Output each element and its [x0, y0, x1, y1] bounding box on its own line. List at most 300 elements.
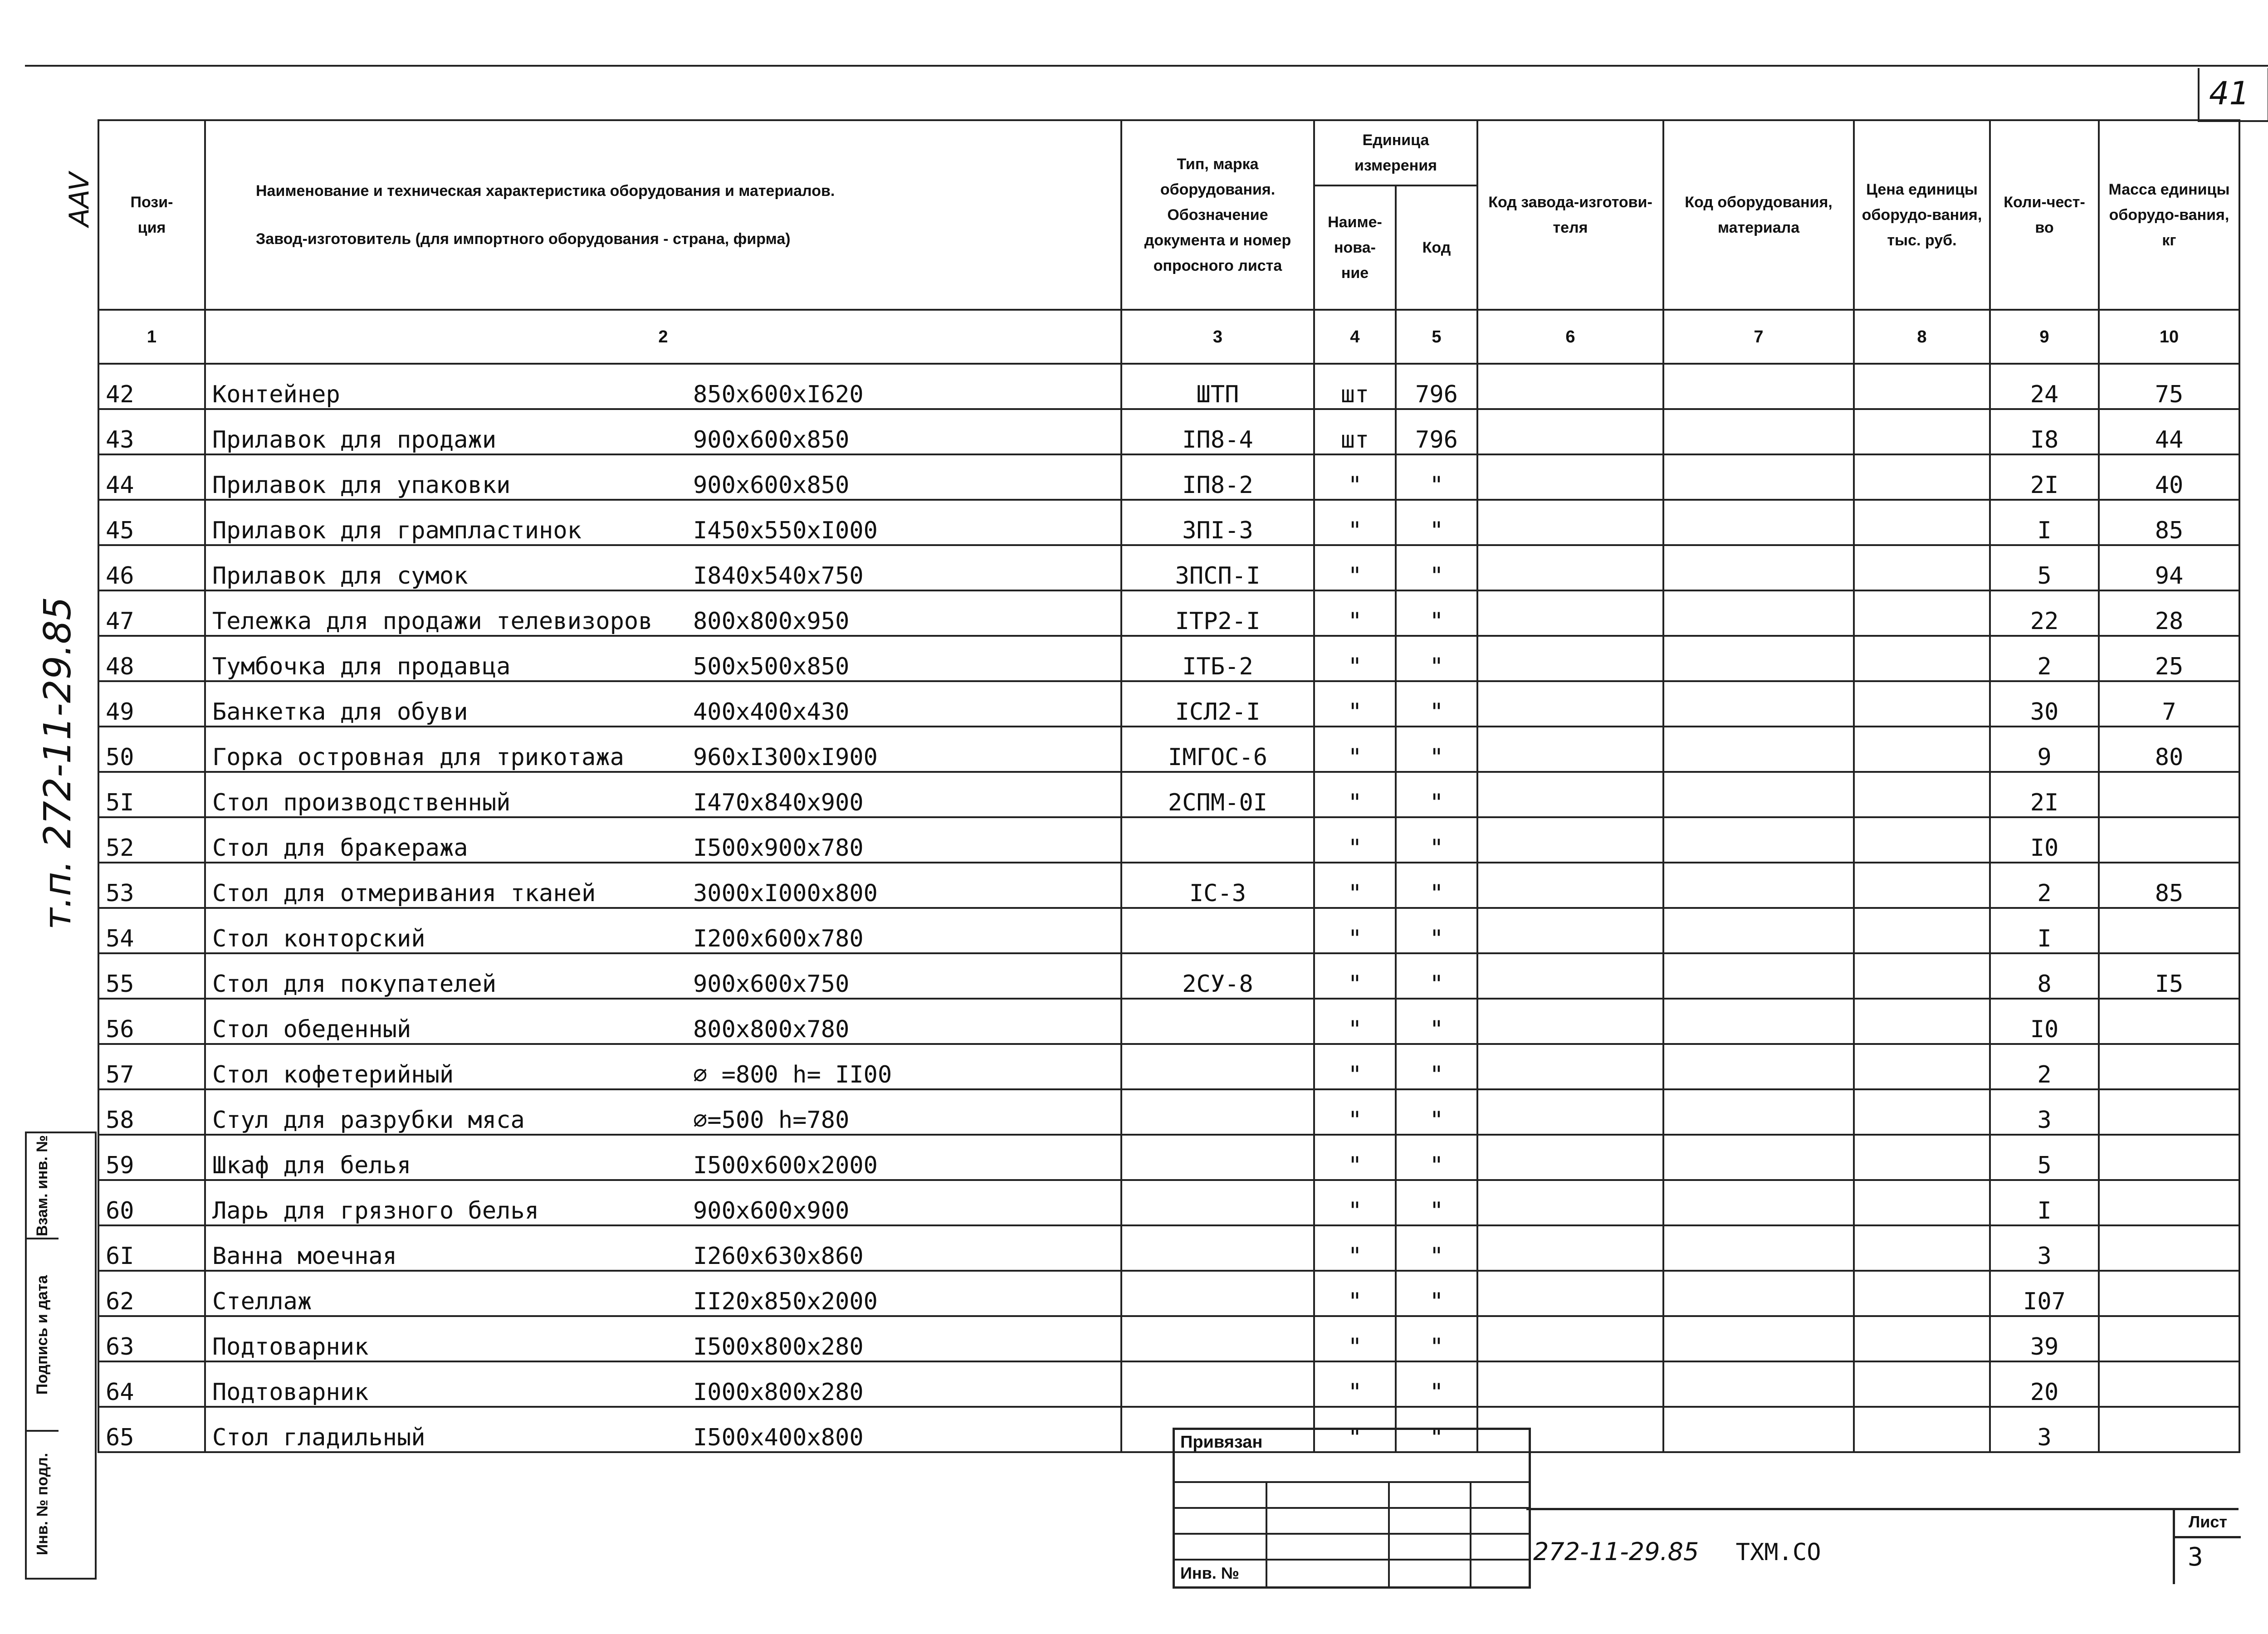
item-dims: I000х800х280 — [693, 1379, 864, 1406]
cell-qty: 5 — [1990, 545, 2099, 590]
cell-unit: шт — [1314, 409, 1396, 454]
cell-unit: шт — [1314, 364, 1396, 409]
cell-qty: 3 — [1990, 1407, 2099, 1452]
cell-code: " — [1396, 590, 1477, 636]
table-row — [98, 817, 2239, 863]
cell-code: " — [1396, 999, 1477, 1044]
cell-pos: 6I — [98, 1225, 205, 1271]
table-row — [98, 1271, 2239, 1316]
item-dims: ∅ =800 h= II00 — [693, 1061, 892, 1088]
item-name: Стол производственный — [212, 789, 511, 816]
cell-pos: 5I — [98, 772, 205, 817]
cell-plant — [1477, 727, 1663, 772]
cell-plant — [1477, 545, 1663, 590]
item-dims: I500х800х280 — [693, 1333, 864, 1361]
cell-qty: I — [1990, 500, 2099, 545]
cell-mass — [2099, 1044, 2239, 1089]
cell-plant — [1477, 908, 1663, 953]
table-row — [98, 1044, 2239, 1089]
cell-pos: 44 — [98, 454, 205, 500]
cell-mass: 44 — [2099, 409, 2239, 454]
cell-code: " — [1396, 545, 1477, 590]
top-border-line — [25, 65, 2268, 67]
item-dims: 900х600х750 — [693, 971, 850, 998]
cell-unit: " — [1314, 1089, 1396, 1135]
cell-code: " — [1396, 908, 1477, 953]
cell-equip — [1663, 681, 1854, 727]
item-name: Ванна моечная — [212, 1243, 397, 1270]
header-mass: Масса единицы оборудо-вания, кг — [2099, 120, 2239, 310]
cell-code: " — [1396, 500, 1477, 545]
cell-equip — [1663, 409, 1854, 454]
item-name: Контейнер — [212, 381, 340, 408]
cell-price — [1854, 1271, 1990, 1316]
table-row — [98, 409, 2239, 454]
cell-price — [1854, 1407, 1990, 1452]
cell-type — [1121, 1225, 1314, 1271]
col-number: 8 — [1854, 310, 1990, 364]
cell-mass: 80 — [2099, 727, 2239, 772]
table-row — [98, 364, 2239, 409]
cell-qty: 9 — [1990, 727, 2099, 772]
cell-unit: " — [1314, 454, 1396, 500]
cell-pos: 47 — [98, 590, 205, 636]
sheet-value: 3 — [2188, 1542, 2203, 1572]
col-number: 9 — [1990, 310, 2099, 364]
item-name: Стол для покупателей — [212, 971, 497, 998]
cell-mass: 40 — [2099, 454, 2239, 500]
cell-mass: 28 — [2099, 590, 2239, 636]
cell-mass — [2099, 817, 2239, 863]
cell-name — [205, 1135, 1121, 1180]
header-unit-name: Наиме-нова-ние — [1314, 185, 1396, 310]
cell-price — [1854, 727, 1990, 772]
cell-unit: " — [1314, 590, 1396, 636]
cell-equip — [1663, 953, 1854, 999]
cell-mass: 85 — [2099, 500, 2239, 545]
cell-price — [1854, 500, 1990, 545]
cell-qty: 2I — [1990, 454, 2099, 500]
stamp-label: Привязан — [1180, 1433, 1263, 1452]
cell-equip — [1663, 1225, 1854, 1271]
cell-type — [1121, 1316, 1314, 1361]
cell-code: " — [1396, 1089, 1477, 1135]
cell-equip — [1663, 1361, 1854, 1407]
sheet-label: Лист — [2175, 1508, 2241, 1538]
cell-name — [205, 500, 1121, 545]
cell-pos: 49 — [98, 681, 205, 727]
col-number: 4 — [1314, 310, 1396, 364]
item-dims: 800х800х780 — [693, 1016, 850, 1043]
cell-unit: " — [1314, 1225, 1396, 1271]
approval-strip — [25, 1132, 97, 1580]
cell-unit: " — [1314, 500, 1396, 545]
cell-price — [1854, 409, 1990, 454]
item-dims: 900х600х900 — [693, 1197, 850, 1224]
item-dims: I450х550хI000 — [693, 517, 878, 544]
col-number: 5 — [1396, 310, 1477, 364]
cell-code: " — [1396, 1135, 1477, 1180]
cell-unit: " — [1314, 1271, 1396, 1316]
specification-table — [98, 119, 2240, 1453]
header-plant-code: Код завода-изготови-теля — [1477, 120, 1663, 310]
cell-plant — [1477, 364, 1663, 409]
cell-mass — [2099, 908, 2239, 953]
cell-price — [1854, 908, 1990, 953]
item-dims: I500х400х800 — [693, 1424, 864, 1451]
item-name: Стол для отмеривания тканей — [212, 880, 596, 907]
cell-name — [205, 409, 1121, 454]
cell-mass: 7 — [2099, 681, 2239, 727]
cell-equip — [1663, 1089, 1854, 1135]
table-row — [98, 1407, 2239, 1452]
cell-pos: 52 — [98, 817, 205, 863]
item-dims: 3000хI000х800 — [693, 880, 878, 907]
col-number: 3 — [1121, 310, 1314, 364]
cell-name — [205, 1407, 1121, 1452]
cell-pos: 46 — [98, 545, 205, 590]
cell-mass — [2099, 1135, 2239, 1180]
cell-type: IСЛ2-I — [1121, 681, 1314, 727]
cell-pos: 55 — [98, 953, 205, 999]
cell-type: IМГОС-6 — [1121, 727, 1314, 772]
cell-mass — [2099, 1361, 2239, 1407]
item-dims: I500х600х2000 — [693, 1152, 878, 1179]
cell-equip — [1663, 636, 1854, 681]
cell-name — [205, 999, 1121, 1044]
cell-mass: 85 — [2099, 863, 2239, 908]
cell-pos: 60 — [98, 1180, 205, 1225]
table-body — [98, 364, 2239, 1452]
cell-type — [1121, 908, 1314, 953]
cell-unit: " — [1314, 727, 1396, 772]
cell-code: " — [1396, 1271, 1477, 1316]
cell-mass — [2099, 999, 2239, 1044]
cell-type: IС-3 — [1121, 863, 1314, 908]
stamp-inv-label: Инв. № — [1180, 1564, 1239, 1582]
cell-plant — [1477, 1044, 1663, 1089]
cell-price — [1854, 545, 1990, 590]
cell-name — [205, 817, 1121, 863]
document-code — [1533, 1537, 1821, 1566]
cell-price — [1854, 681, 1990, 727]
item-dims: 960хI300хI900 — [693, 744, 878, 771]
cell-type: ШТП — [1121, 364, 1314, 409]
table-row — [98, 545, 2239, 590]
cell-price — [1854, 364, 1990, 409]
cell-mass — [2099, 772, 2239, 817]
item-name: Стол гладильный — [212, 1424, 425, 1451]
cell-plant — [1477, 681, 1663, 727]
item-dims: 500х500х850 — [693, 653, 850, 680]
cell-name — [205, 1089, 1121, 1135]
header-name-line2: Завод-изготовитель (для импортного оборудования - страна, фирма) — [256, 230, 791, 248]
table-row — [98, 636, 2239, 681]
header-name-line1: Наименование и техническая характеристика оборудования и материалов. — [256, 182, 835, 200]
cell-name — [205, 953, 1121, 999]
cell-type — [1121, 1361, 1314, 1407]
cell-plant — [1477, 1180, 1663, 1225]
cell-price — [1854, 1316, 1990, 1361]
table-row — [98, 1361, 2239, 1407]
item-name: Стол обеденный — [212, 1016, 411, 1043]
cell-unit: " — [1314, 863, 1396, 908]
item-dims: 900х600х850 — [693, 472, 850, 499]
cell-plant — [1477, 1271, 1663, 1316]
cell-type — [1121, 999, 1314, 1044]
cell-equip — [1663, 1316, 1854, 1361]
cell-code: " — [1396, 681, 1477, 727]
table-row — [98, 1135, 2239, 1180]
cell-price — [1854, 1361, 1990, 1407]
cell-type: 2СПМ-0I — [1121, 772, 1314, 817]
cell-qty: I8 — [1990, 409, 2099, 454]
cell-type — [1121, 1271, 1314, 1316]
cell-name — [205, 364, 1121, 409]
table-row — [98, 1316, 2239, 1361]
cell-mass: 75 — [2099, 364, 2239, 409]
cell-mass — [2099, 1407, 2239, 1452]
item-name: Шкаф для белья — [212, 1152, 411, 1179]
side-note: т.п. 272-11-29.85 — [36, 596, 79, 930]
cell-plant — [1477, 454, 1663, 500]
stamp-divider — [1470, 1483, 1471, 1586]
item-name: Стол конторский — [212, 925, 425, 952]
cell-pos: 45 — [98, 500, 205, 545]
cell-qty: 2 — [1990, 1044, 2099, 1089]
item-name: Стул для разрубки мяса — [212, 1107, 525, 1134]
cell-code: " — [1396, 772, 1477, 817]
header-equipment-code: Код оборудования, материала — [1663, 120, 1854, 310]
strip-label-original: Инв. № подл. — [34, 1453, 51, 1555]
stamp-line — [1175, 1481, 1529, 1483]
cell-plant — [1477, 772, 1663, 817]
cell-pos: 62 — [98, 1271, 205, 1316]
cell-mass — [2099, 1089, 2239, 1135]
item-dims: 800х800х950 — [693, 608, 850, 635]
item-name: Тумбочка для продавца — [212, 653, 511, 680]
cell-code: " — [1396, 1361, 1477, 1407]
cell-name — [205, 1361, 1121, 1407]
header-quantity: Коли-чест-во — [1990, 120, 2099, 310]
cell-qty: 20 — [1990, 1361, 2099, 1407]
cell-equip — [1663, 590, 1854, 636]
sheet-number-top: 41 — [2209, 75, 2250, 112]
col-number: 2 — [205, 310, 1121, 364]
strip-cell-signature — [27, 1239, 59, 1432]
cell-equip — [1663, 999, 1854, 1044]
cell-name — [205, 1225, 1121, 1271]
cell-plant — [1477, 1316, 1663, 1361]
cell-mass: 25 — [2099, 636, 2239, 681]
cell-unit: " — [1314, 1361, 1396, 1407]
cell-name — [205, 1180, 1121, 1225]
stamp-divider — [1266, 1483, 1267, 1586]
cell-type — [1121, 817, 1314, 863]
cell-unit: " — [1314, 1316, 1396, 1361]
cell-equip — [1663, 364, 1854, 409]
cell-code: " — [1396, 817, 1477, 863]
table-row — [98, 590, 2239, 636]
cell-plant — [1477, 636, 1663, 681]
table-row — [98, 999, 2239, 1044]
cell-price — [1854, 772, 1990, 817]
table-row — [98, 953, 2239, 999]
cell-unit: " — [1314, 545, 1396, 590]
table-row — [98, 908, 2239, 953]
cell-unit: " — [1314, 1044, 1396, 1089]
cell-equip — [1663, 908, 1854, 953]
table-row — [98, 500, 2239, 545]
item-name: Стол для бракеража — [212, 834, 468, 862]
col-number: 7 — [1663, 310, 1854, 364]
cell-unit: " — [1314, 999, 1396, 1044]
cell-mass — [2099, 1225, 2239, 1271]
cell-code: " — [1396, 1044, 1477, 1089]
cell-qty: 24 — [1990, 364, 2099, 409]
cell-price — [1854, 1044, 1990, 1089]
cell-price — [1854, 1225, 1990, 1271]
cell-pos: 54 — [98, 908, 205, 953]
cell-type: IТР2-I — [1121, 590, 1314, 636]
cell-code: " — [1396, 1407, 1477, 1452]
cell-unit: " — [1314, 1407, 1396, 1452]
item-name: Прилавок для продажи — [212, 426, 497, 454]
cell-plant — [1477, 1225, 1663, 1271]
cell-qty: 30 — [1990, 681, 2099, 727]
cell-mass: 94 — [2099, 545, 2239, 590]
cell-plant — [1477, 863, 1663, 908]
table-row — [98, 772, 2239, 817]
table-row — [98, 1089, 2239, 1135]
cell-name — [205, 1316, 1121, 1361]
cell-plant — [1477, 1089, 1663, 1135]
cell-name — [205, 590, 1121, 636]
cell-type: IТБ-2 — [1121, 636, 1314, 681]
item-name: Подтоварник — [212, 1333, 369, 1361]
cell-qty: 39 — [1990, 1316, 2099, 1361]
table-row — [98, 863, 2239, 908]
strip-cell-replacement — [27, 1133, 59, 1239]
item-name: Банкетка для обуви — [212, 698, 468, 726]
cell-qty: 3 — [1990, 1089, 2099, 1135]
cell-plant — [1477, 953, 1663, 999]
cell-unit: " — [1314, 817, 1396, 863]
cell-price — [1854, 953, 1990, 999]
cell-qty: 2I — [1990, 772, 2099, 817]
cell-equip — [1663, 545, 1854, 590]
cell-qty: I — [1990, 908, 2099, 953]
item-dims: II20х850х2000 — [693, 1288, 878, 1315]
cell-type: 2СУ-8 — [1121, 953, 1314, 999]
item-dims: ∅=500 h=780 — [693, 1107, 850, 1134]
cell-equip — [1663, 727, 1854, 772]
table-row — [98, 681, 2239, 727]
cell-code: " — [1396, 636, 1477, 681]
cell-unit: " — [1314, 681, 1396, 727]
item-dims: 400х400х430 — [693, 698, 850, 726]
header-unit: Единица измерения — [1314, 120, 1477, 185]
item-name: Подтоварник — [212, 1379, 369, 1406]
header-position: Пози- ция — [98, 120, 205, 310]
cell-equip — [1663, 1180, 1854, 1225]
cell-type: IП8-4 — [1121, 409, 1314, 454]
table-row — [98, 1225, 2239, 1271]
cell-mass — [2099, 1316, 2239, 1361]
cell-pos: 48 — [98, 636, 205, 681]
stamp-divider — [1388, 1483, 1390, 1586]
cell-qty: 5 — [1990, 1135, 2099, 1180]
header-name — [205, 120, 1121, 310]
cell-qty: I07 — [1990, 1271, 2099, 1316]
item-dims: I500х900х780 — [693, 834, 864, 862]
cell-equip — [1663, 772, 1854, 817]
cell-price — [1854, 454, 1990, 500]
cell-code: " — [1396, 953, 1477, 999]
cell-equip — [1663, 817, 1854, 863]
cell-name — [205, 454, 1121, 500]
cell-unit: " — [1314, 636, 1396, 681]
cell-name — [205, 545, 1121, 590]
item-name: Горка островная для трикотажа — [212, 744, 624, 771]
table-row — [98, 1180, 2239, 1225]
cell-qty: 8 — [1990, 953, 2099, 999]
cell-type — [1121, 1089, 1314, 1135]
cell-name — [205, 1271, 1121, 1316]
table-row — [98, 454, 2239, 500]
cell-price — [1854, 1135, 1990, 1180]
document-code-handwritten: 272-11-29.85 — [1533, 1537, 1699, 1566]
cell-plant — [1477, 1135, 1663, 1180]
cell-pos: 50 — [98, 727, 205, 772]
cell-mass — [2099, 1180, 2239, 1225]
cell-plant — [1477, 999, 1663, 1044]
cell-name — [205, 863, 1121, 908]
cell-qty: I — [1990, 1180, 2099, 1225]
binding-stamp — [1173, 1428, 1531, 1589]
cell-plant — [1477, 500, 1663, 545]
cell-code: 796 — [1396, 364, 1477, 409]
cell-code: " — [1396, 1225, 1477, 1271]
col-number: 1 — [98, 310, 205, 364]
cell-equip — [1663, 1271, 1854, 1316]
cell-qty: 3 — [1990, 1225, 2099, 1271]
stamp-line — [1175, 1559, 1529, 1561]
cell-name — [205, 636, 1121, 681]
sheet-box — [2173, 1508, 2241, 1584]
cell-code: " — [1396, 1316, 1477, 1361]
item-name: Ларь для грязного белья — [212, 1197, 539, 1224]
cell-type — [1121, 1044, 1314, 1089]
cell-unit: " — [1314, 908, 1396, 953]
cell-code: 796 — [1396, 409, 1477, 454]
cell-equip — [1663, 1135, 1854, 1180]
item-dims: 850х600хI620 — [693, 381, 864, 408]
cell-name — [205, 727, 1121, 772]
cell-type: ЗПI-3 — [1121, 500, 1314, 545]
cell-qty: 22 — [1990, 590, 2099, 636]
initials: AAV — [64, 172, 95, 227]
cell-pos: 43 — [98, 409, 205, 454]
cell-unit: " — [1314, 1180, 1396, 1225]
cell-qty: I0 — [1990, 817, 2099, 863]
cell-pos: 57 — [98, 1044, 205, 1089]
cell-pos: 42 — [98, 364, 205, 409]
column-number-row — [98, 310, 2239, 364]
cell-pos: 65 — [98, 1407, 205, 1452]
cell-type: IП8-2 — [1121, 454, 1314, 500]
stamp-line — [1175, 1507, 1529, 1509]
